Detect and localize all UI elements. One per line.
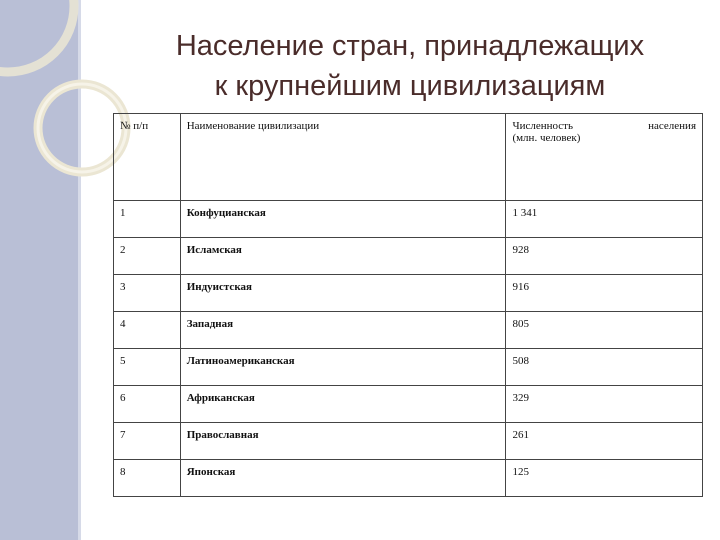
page-title [110, 26, 710, 106]
row-num: 1 [114, 201, 181, 238]
row-name: Африканская [180, 386, 506, 423]
header-population [506, 114, 703, 201]
row-name: Конфуцианская [180, 201, 506, 238]
row-pop: 1 341 [506, 201, 703, 238]
table-row [114, 386, 703, 423]
row-pop: 125 [506, 460, 703, 497]
row-pop: 508 [506, 349, 703, 386]
row-name: Православная [180, 423, 506, 460]
title-line-1: Население стран, принадлежащих [175, 30, 645, 62]
row-num: 7 [114, 423, 181, 460]
row-name: Западная [180, 312, 506, 349]
title-line-2: к крупнейшим цивилизациям [214, 70, 606, 102]
header-pop-unit: (млн. человек) [512, 132, 581, 144]
row-name: Латиноамериканская [180, 349, 506, 386]
table-row [114, 460, 703, 497]
row-name: Исламская [180, 238, 506, 275]
row-num: 8 [114, 460, 181, 497]
row-num: 3 [114, 275, 181, 312]
table-header-row [114, 114, 703, 201]
row-num: 2 [114, 238, 181, 275]
row-num: 6 [114, 386, 181, 423]
row-pop: 805 [506, 312, 703, 349]
row-pop: 261 [506, 423, 703, 460]
row-pop: 916 [506, 275, 703, 312]
row-name: Японская [180, 460, 506, 497]
header-pop-word1: Численность [512, 120, 573, 132]
population-table [113, 113, 703, 497]
row-pop: 329 [506, 386, 703, 423]
table-row [114, 238, 703, 275]
top-ring [0, 0, 74, 72]
table-row [114, 349, 703, 386]
table-row [114, 275, 703, 312]
row-pop: 928 [506, 238, 703, 275]
table-row [114, 423, 703, 460]
table-row [114, 201, 703, 238]
table-row [114, 312, 703, 349]
header-name: Наименование цивилизации [180, 114, 506, 201]
row-name: Индуистская [180, 275, 506, 312]
row-num: 4 [114, 312, 181, 349]
row-num: 5 [114, 349, 181, 386]
header-num: № п/п [114, 114, 181, 201]
header-pop-word2: населения [648, 120, 696, 132]
